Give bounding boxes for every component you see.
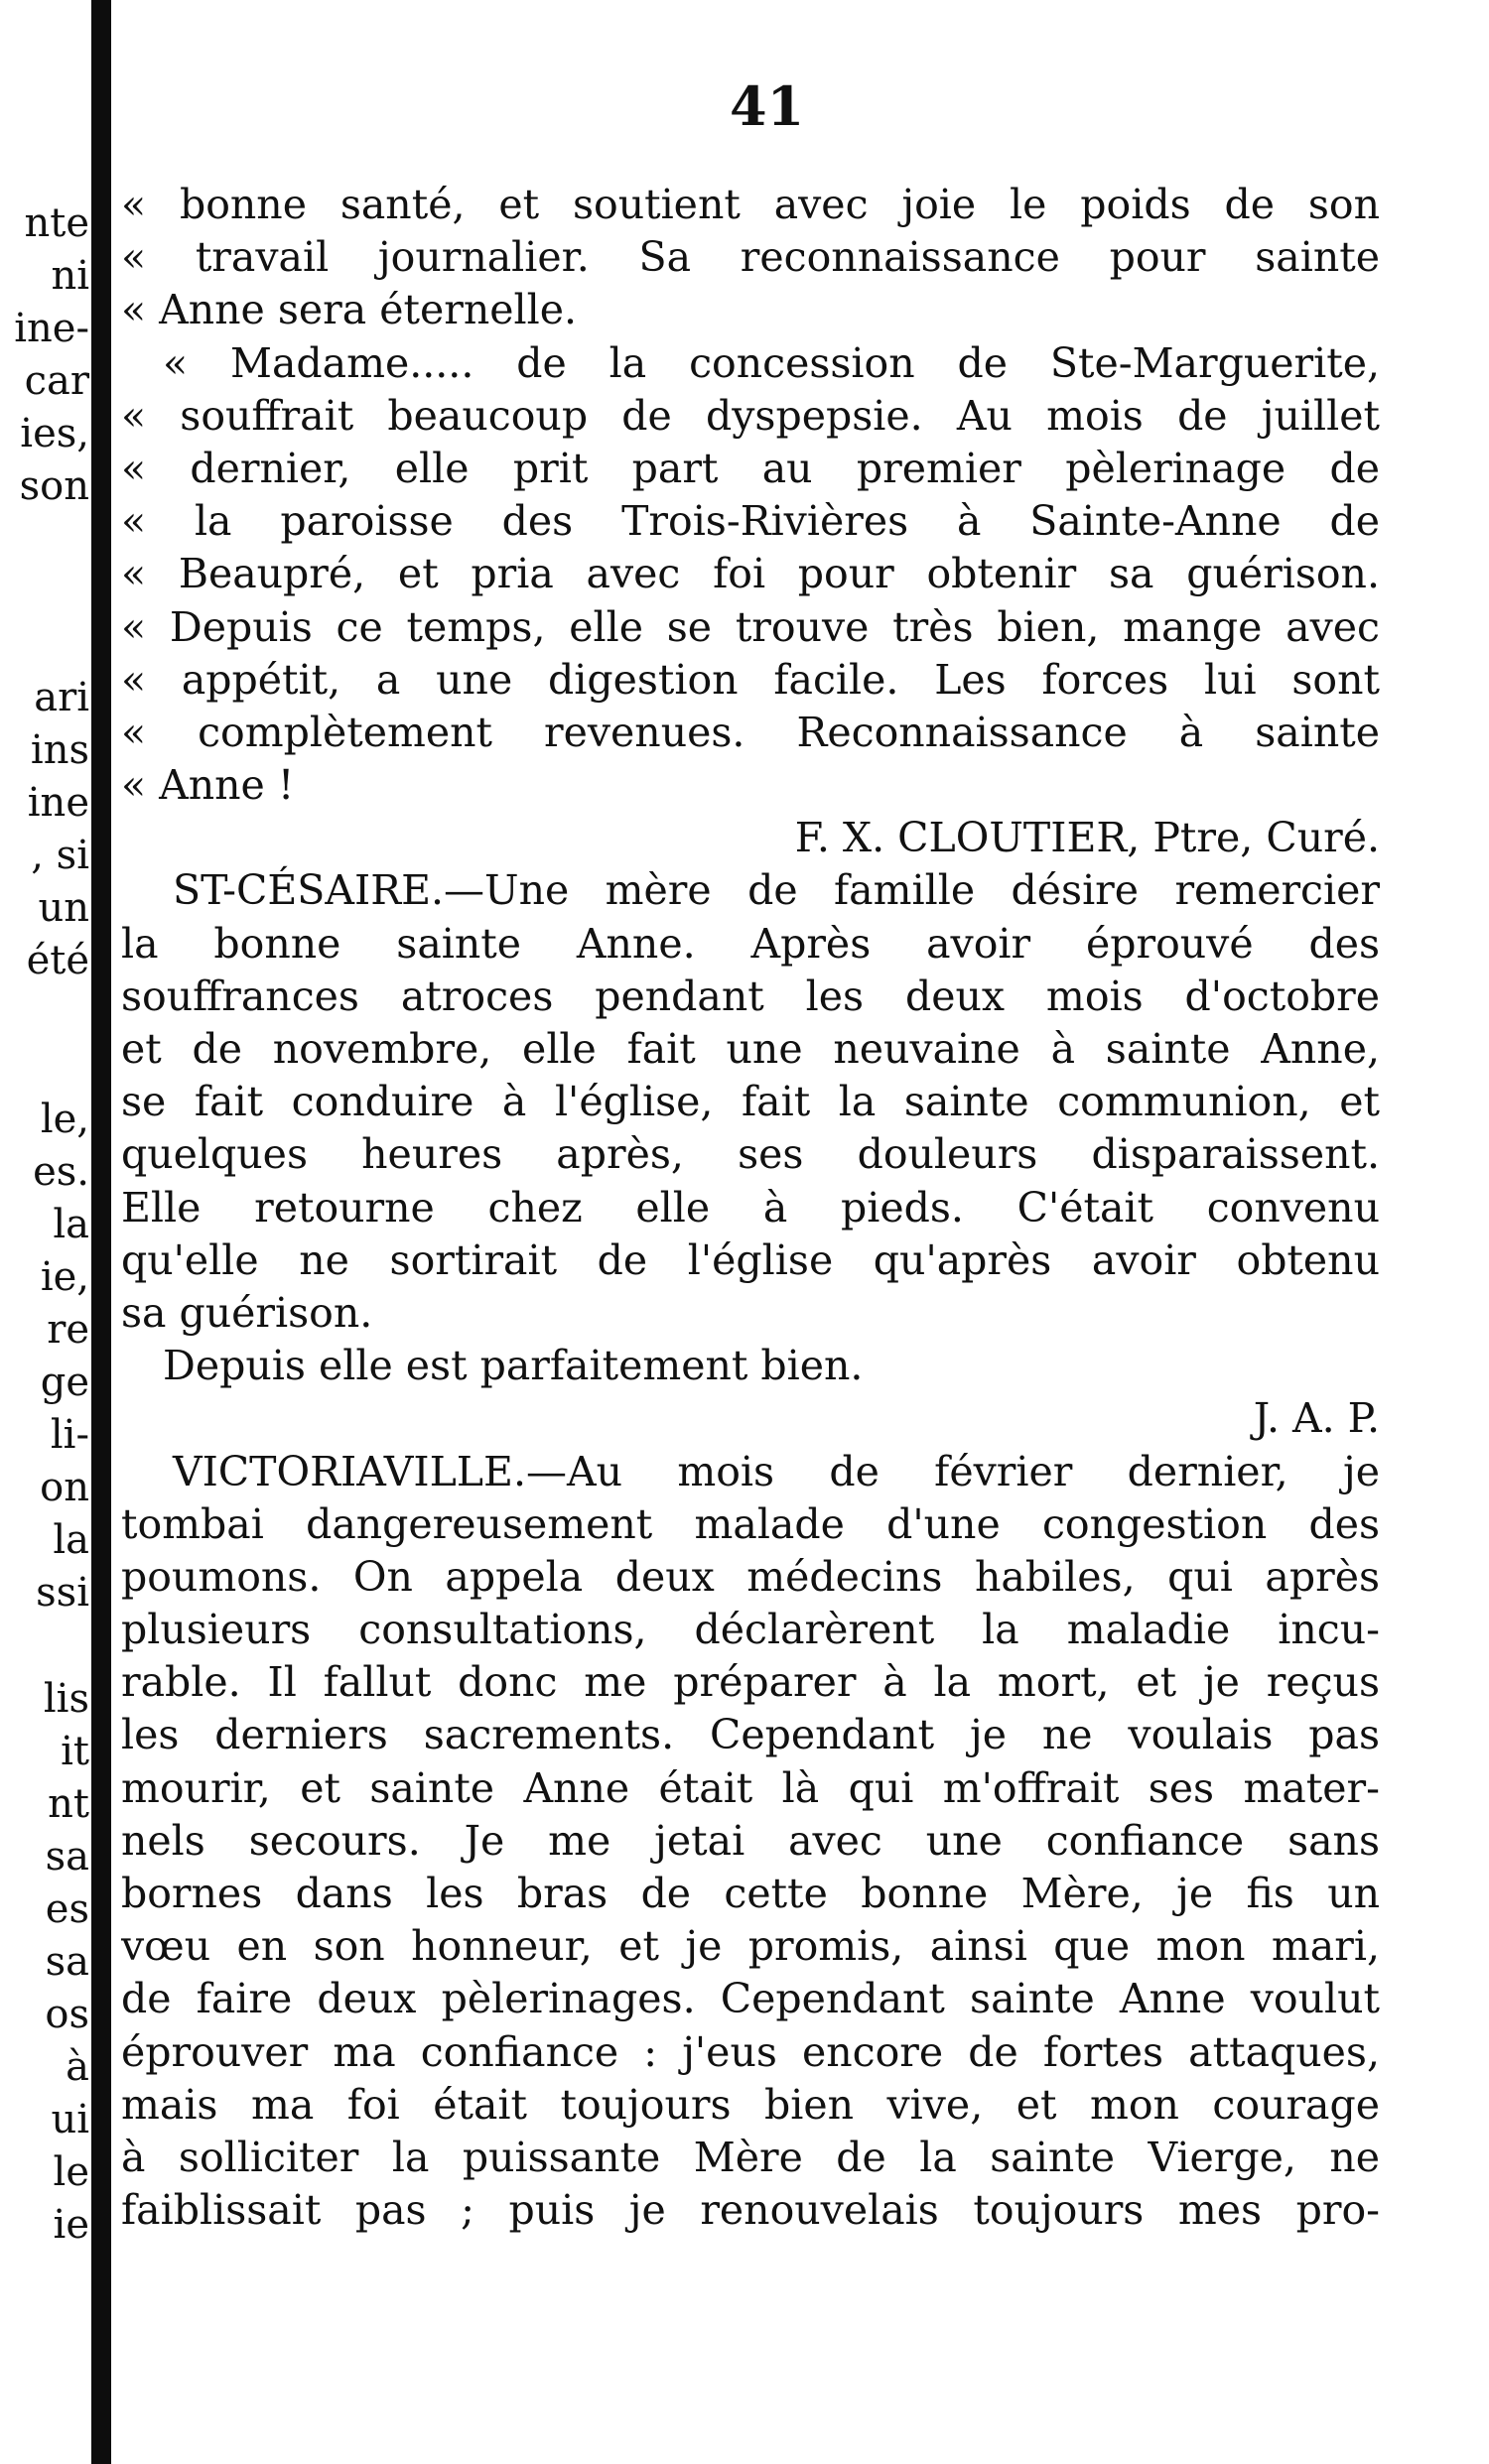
binding-gutter xyxy=(91,0,111,2464)
text-line: poumons. On appela deux médecins habiles, qui après xyxy=(121,1552,1380,1601)
margin-fragment: lis xyxy=(43,1676,89,1722)
text-line: « complètement revenues. Reconnaissance à sainte xyxy=(121,708,1380,756)
text-line: faiblissait pas ; puis je renouvelais toujours mes pro- xyxy=(121,2186,1380,2235)
margin-fragment: nte xyxy=(24,200,89,246)
text-line: « Depuis ce temps, elle se trouve très bien, mange avec xyxy=(121,602,1380,651)
margin-fragment: ssi xyxy=(36,1570,89,1616)
text-line: souffrances atroces pendant les deux mois d'octobre xyxy=(121,972,1380,1020)
margin-fragment: car xyxy=(24,358,89,404)
margin-fragment: re xyxy=(47,1307,89,1353)
text-line: Depuis elle est parfaitement bien. xyxy=(163,1342,864,1390)
margin-fragment: nt xyxy=(48,1781,89,1827)
margin-fragment: ine- xyxy=(14,306,89,351)
text-line: de faire deux pèlerinages. Cependant sainte Anne voulut xyxy=(121,1975,1380,2023)
text-line: VICTORIAVILLE.—Au mois de février dernier, je xyxy=(173,1447,1380,1495)
text-line: bornes dans les bras de cette bonne Mère, je fis un xyxy=(121,1870,1380,1917)
margin-fragment: , si xyxy=(31,833,89,878)
text-line: quelques heures après, ses douleurs disparaissent. xyxy=(121,1130,1380,1179)
page-number: 41 xyxy=(730,74,805,138)
margin-fragment: sa xyxy=(45,1939,89,1985)
text-line: plusieurs consultations, déclarèrent la maladie incu- xyxy=(121,1606,1380,1654)
text-line: à solliciter la puissante Mère de la sainte Vierge, ne xyxy=(121,2133,1380,2181)
margin-fragment: ie xyxy=(53,2202,89,2248)
text-line: éprouver ma confiance : j'eus encore de fortes attaques, xyxy=(121,2027,1380,2076)
margin-fragment: ine xyxy=(27,780,89,826)
margin-fragment: ge xyxy=(40,1360,89,1405)
margin-fragment: la xyxy=(53,1202,89,1247)
margin-fragment: es xyxy=(45,1886,89,1932)
text-line: se fait conduire à l'église, fait la sainte communion, et xyxy=(121,1078,1380,1126)
margin-fragment: ins xyxy=(30,727,89,773)
margin-fragment: os xyxy=(45,1992,89,2037)
text-line: mais ma foi était toujours bien vive, et mon courage xyxy=(121,2080,1380,2129)
margin-fragment: son xyxy=(19,463,89,509)
margin-fragment: ies, xyxy=(20,411,89,456)
margin-fragment: ni xyxy=(51,253,89,299)
left-margin-fragments xyxy=(0,0,91,2464)
margin-fragment: un xyxy=(38,885,89,931)
margin-fragment: sa xyxy=(45,1834,89,1880)
margin-fragment: la xyxy=(53,1517,89,1563)
margin-fragment: on xyxy=(40,1465,89,1510)
margin-fragment: ari xyxy=(34,675,89,720)
text-line: les derniers sacrements. Cependant je ne voulais pas xyxy=(121,1711,1380,1759)
text-line: nels secours. Je me jetai avec une confiance sans xyxy=(121,1816,1380,1865)
margin-fragment: es. xyxy=(33,1149,89,1195)
text-line: « Anne ! xyxy=(121,761,295,810)
text-line: « bonne santé, et soutient avec joie le poids de son xyxy=(121,181,1380,228)
text-line: J. A. P. xyxy=(1253,1394,1380,1443)
text-line: rable. Il fallut donc me préparer à la mort, et je reçus xyxy=(121,1658,1380,1707)
text-line: « souffrait beaucoup de dyspepsie. Au mois de juillet xyxy=(121,391,1380,440)
text-line: tombai dangereusement malade d'une congestion des xyxy=(121,1499,1380,1548)
text-line: la bonne sainte Anne. Après avoir éprouvé des xyxy=(121,919,1380,968)
text-line: qu'elle ne sortirait de l'église qu'après avoir obtenu xyxy=(121,1235,1380,1284)
text-line: « la paroisse des Trois-Rivières à Sainte-Anne de xyxy=(121,497,1380,546)
margin-fragment: été xyxy=(26,938,89,983)
margin-fragment: ui xyxy=(51,2097,89,2142)
text-line: F. X. CLOUTIER, Ptre, Curé. xyxy=(794,814,1380,862)
margin-fragment: le xyxy=(53,2149,89,2195)
margin-fragment: it xyxy=(61,1729,89,1774)
text-line: « Madame..... de la concession de Ste-Marguerite, xyxy=(163,338,1380,387)
text-line: « travail journalier. Sa reconnaissance pour sainte xyxy=(121,233,1380,282)
text-line: « Beaupré, et pria avec foi pour obtenir sa guérison. xyxy=(121,550,1380,598)
margin-fragment: à xyxy=(66,2044,89,2090)
text-line: ST-CÉSAIRE.—Une mère de famille désire remercier xyxy=(173,866,1380,915)
text-line: « dernier, elle prit part au premier pèlerinage de xyxy=(121,444,1380,492)
margin-fragment: le, xyxy=(40,1097,89,1142)
text-line: « Anne sera éternelle. xyxy=(121,286,578,334)
text-line: Elle retourne chez elle à pieds. C'était convenu xyxy=(121,1183,1380,1232)
body-text xyxy=(121,179,1380,2237)
text-line: « appétit, a une digestion facile. Les forces lui sont xyxy=(121,655,1380,704)
text-line: vœu en son honneur, et je promis, ainsi que mon mari, xyxy=(121,1922,1380,1971)
text-line: mourir, et sainte Anne était là qui m'offrait ses mater- xyxy=(121,1763,1380,1812)
text-line: sa guérison. xyxy=(121,1288,373,1337)
text-line: et de novembre, elle fait une neuvaine à sainte Anne, xyxy=(121,1025,1380,1073)
margin-fragment: li- xyxy=(50,1412,89,1458)
margin-fragment: ie, xyxy=(40,1254,89,1300)
